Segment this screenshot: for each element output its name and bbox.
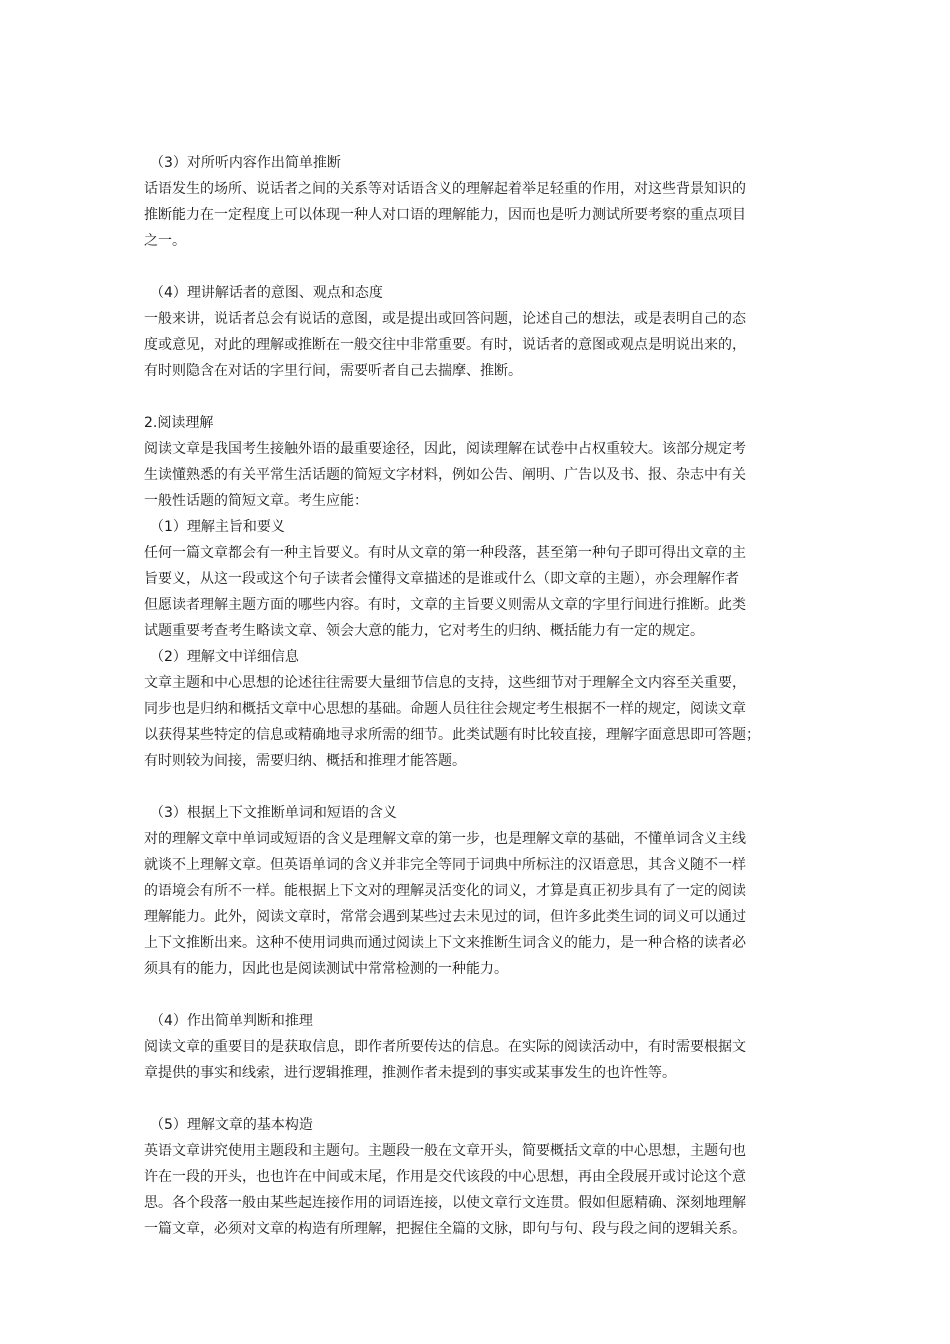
paragraph-line: 旨要义，从这一段或这个句子读者会懂得文章描述的是谁或什么（即文章的主题），亦会理解作者: [144, 571, 739, 587]
section-heading: （5）理解文章的基本构造: [150, 1117, 313, 1133]
paragraph-line: 生读懂熟悉的有关平常生活话题的简短文字材料，例如公告、阐明、广告以及书、报、杂志中有关: [144, 467, 746, 483]
paragraph-line: 以获得某些特定的信息或精确地寻求所需的细节。此类试题有时比较直接，理解字面意思即可答题；: [144, 727, 760, 743]
paragraph-gap: [144, 1086, 812, 1112]
paragraph-line: 度或意见，对此的理解或推断在一般交往中非常重要。有时，说话者的意图或观点是明说出来的，: [144, 337, 746, 353]
section-heading: （3）根据上下文推断单词和短语的含义: [150, 805, 397, 821]
document-page: [144, 150, 812, 1242]
section-detail-info: [144, 644, 812, 774]
section-heading: （1）理解主旨和要义: [150, 519, 285, 535]
section-word-meaning: [144, 800, 812, 982]
paragraph-line: 英语文章讲究使用主题段和主题句。主题段一般在文章开头，简要概括文章的中心思想，主题句也: [144, 1143, 746, 1159]
paragraph-line: 推断能力在一定程度上可以体现一种人对口语的理解能力，因而也是听力测试所要考察的重点项目: [144, 207, 746, 223]
paragraph-line: 理解能力。此外，阅读文章时，常常会遇到某些过去未见过的词，但许多此类生词的词义可以通过: [144, 909, 746, 925]
paragraph-line: 但愿读者理解主题方面的哪些内容。有时，文章的主旨要义则需从文章的字里行间进行推断。此类: [144, 597, 746, 613]
section-judgment-reasoning: [144, 1008, 812, 1086]
section-heading: （3）对所听内容作出简单推断: [150, 155, 341, 171]
paragraph-line: 一般性话题的简短文章。考生应能：: [144, 493, 368, 509]
paragraph-line: 许在一段的开头，也也许在中间或末尾，作用是交代该段的中心思想，再由全段展开或讨论这个意: [144, 1169, 746, 1185]
section-heading: （2）理解文中详细信息: [150, 649, 299, 665]
paragraph-line: 的语境会有所不一样。能根据上下文对的理解灵活变化的词义，才算是真正初步具有了一定的阅读: [144, 883, 746, 899]
paragraph-line: 任何一篇文章都会有一种主旨要义。有时从文章的第一种段落，甚至第一种句子即可得出文章的主: [144, 545, 746, 561]
paragraph-line: 阅读文章是我国考生接触外语的最重要途径，因此，阅读理解在试卷中占权重较大。该部分规定考: [144, 441, 746, 457]
paragraph-line: 思。各个段落一般由某些起连接作用的词语连接，以使文章行文连贯。假如但愿精确、深刻地理解: [144, 1195, 746, 1211]
section-heading: 2.阅读理解: [144, 415, 214, 431]
paragraph-line: 对的理解文章中单词或短语的含义是理解文章的第一步，也是理解文章的基础，不懂单词含义主线: [144, 831, 746, 847]
paragraph-line: 有时则隐含在对话的字里行间，需要听者自己去揣摩、推断。: [144, 363, 522, 379]
section-heading: （4）作出简单判断和推理: [150, 1013, 313, 1029]
section-main-idea: [144, 514, 812, 644]
paragraph-gap: [144, 982, 812, 1008]
section-speaker-intent: [144, 280, 812, 384]
paragraph-gap: [144, 384, 812, 410]
paragraph-line: 上下文推断出来。这种不使用词典而通过阅读上下文来推断生词含义的能力，是一种合格的读者必: [144, 935, 746, 951]
paragraph-line: 就谈不上理解文章。但英语单词的含义并非完全等同于词典中所标注的汉语意思，其含义随不一样: [144, 857, 746, 873]
paragraph-line: 文章主题和中心思想的论述往往需要大量细节信息的支持，这些细节对于理解全文内容至关重要，: [144, 675, 746, 691]
section-listening-inference: [144, 150, 812, 254]
paragraph-line: 之一。: [144, 233, 186, 249]
section-reading-comprehension: [144, 410, 812, 514]
paragraph-line: 一般来讲，说话者总会有说话的意图，或是提出或回答问题，论述自己的想法，或是表明自己的态: [144, 311, 746, 327]
paragraph-line: 章提供的事实和线索，进行逻辑推理，推测作者未提到的事实或某事发生的也许性等。: [144, 1065, 676, 1081]
section-heading: （4）理讲解话者的意图、观点和态度: [150, 285, 383, 301]
paragraph-line: 试题重要考查考生略读文章、领会大意的能力，它对考生的归纳、概括能力有一定的规定。: [144, 623, 704, 639]
paragraph-line: 话语发生的场所、说话者之间的关系等对话语含义的理解起着举足轻重的作用，对这些背景知识的: [144, 181, 746, 197]
paragraph-line: 阅读文章的重要目的是获取信息，即作者所要传达的信息。在实际的阅读活动中，有时需要根据文: [144, 1039, 746, 1055]
paragraph-gap: [144, 774, 812, 800]
paragraph-gap: [144, 254, 812, 280]
paragraph-line: 同步也是归纳和概括文章中心思想的基础。命题人员往往会规定考生根据不一样的规定，阅读文章: [144, 701, 746, 717]
paragraph-line: 一篇文章，必须对文章的构造有所理解，把握住全篇的文脉，即句与句、段与段之间的逻辑关系。: [144, 1221, 746, 1237]
paragraph-line: 须具有的能力，因此也是阅读测试中常常检测的一种能力。: [144, 961, 508, 977]
paragraph-line: 有时则较为间接，需要归纳、概括和推理才能答题。: [144, 753, 466, 769]
section-text-structure: [144, 1112, 812, 1242]
